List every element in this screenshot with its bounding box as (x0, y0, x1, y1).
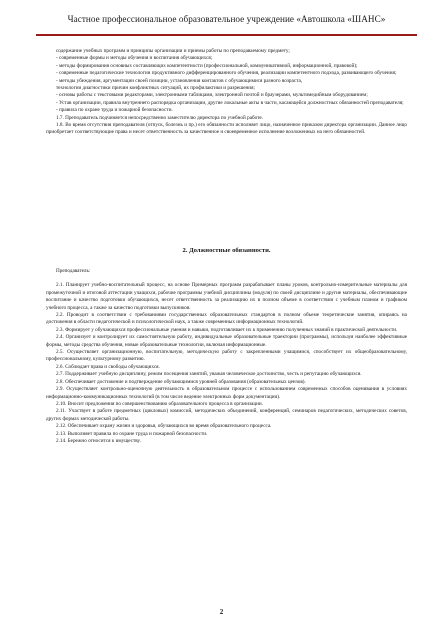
header-divider (36, 34, 417, 36)
paragraph: - правила по охране труда и пожарной безопасности. (56, 107, 173, 114)
paragraph: - методы формирования основных составляющих компетентности (профессиональной, коммуникативной, информационной, правовой); (56, 62, 358, 69)
paragraph: - современные педагогические технологии продуктивного дифференцированного обучения, реализации компетентного подхода, развивающего обучения; (56, 70, 397, 77)
duty-item: 2.12. Обеспечивает охрану жизни и здоровья, обучающихся во время образовательного процесса. (56, 423, 272, 430)
duty-item: 2.13. Выполняет правила по охране труда и пожарной безопасности. (56, 430, 208, 437)
paragraph: - современные формы и методы обучения и воспитания обучающихся; (56, 55, 213, 62)
page-header: Частное профессиональное образовательное учреждение «Автошкола «ШАНС» (67, 14, 386, 24)
section-2-lead: Преподаватель: (56, 268, 91, 274)
paragraph: технологии диагностики причин конфликтных ситуаций, их профилактики и разрешения; (56, 85, 255, 92)
duty-item: 2.1. Планирует учебно-воспитательный процесс, на основе Примерных программ разрабатывает планы уроков, контрольно-измерительные материалы для промежуточной и итоговой аттестации учащихся, рабочие программы учебной дисциплины (модуля) по своей дисциплине и другие материалы, обеспечивающие воспитание и качество подготовки обучающихся, несет ответственность за реализацию их в полном объеме в соответствии с учебным планом и графиком учебного процесса, а также за качество подготовки выпускников. (46, 282, 407, 311)
section-1-continuation (46, 48, 407, 137)
section-2-body (46, 268, 407, 445)
duty-item: 2.3. Формирует у обучающихся профессиональные умения и навыки, подготавливает их к применению полученных знаний в практической деятельности. (56, 326, 398, 333)
paragraph: - Устав организации, правила внутреннего распорядка организации, другие локальные акты в части, касающейся должностных обязанностей преподавателя; (56, 99, 404, 106)
paragraph: 1.7. Преподаватель подчиняется непосредственно заместителю директора по учебной работе. (56, 114, 264, 121)
duty-item: 2.10. Вносит предложения по совершенствованию образовательного процесса в организации. (56, 400, 263, 407)
section-heading: 2. Должностные обязанности. (182, 247, 271, 254)
page-number: 2 (219, 608, 224, 616)
duty-item: 2.7. Поддерживает учебную дисциплину, режим посещения занятий, уважая человеческое достоинство, честь и репутацию обучающихся. (56, 371, 362, 378)
paragraph: - основы работы с текстовыми редакторами, электронными таблицами, электронной почтой и браузерами, мультимедийным оборудованием; (56, 92, 368, 99)
paragraph: содержание учебных программ и принципы организации и приемы работы по преподаваемому предмету; (56, 48, 290, 54)
duty-item: 2.14. Бережно относится к имуществу. (56, 437, 141, 444)
duty-item: 2.8. Обеспечивает достижение и подтверждение обучающимися уровней образования (образовательных цензов). (56, 378, 306, 385)
duty-item: 2.9. Осуществляет контрольно-оценочную деятельность в образовательном процессе с использованием современных способов оценивания в условиях информационно-коммуникационных технологий (в том числе ведение электронных форм документации). (46, 386, 407, 400)
paragraph: - методы убеждения, аргументации своей позиции, установления контактов с обучающимися разного возраста, (56, 77, 303, 84)
duty-item: 2.11. Участвует в работе предметных (цикловых) комиссий, методических объединений, конференций, семинаров педагогических, методических советов, других формах методической работы. (46, 408, 407, 422)
duty-item: 2.6. Соблюдает права и свободы обучающихся. (56, 363, 160, 370)
duty-item: 2.4. Организует и контролирует их самостоятельную работу, индивидуальные образовательные траектории (программы), используя наиболее эффективные формы, методы средства обучения, новые образовательные технологии, включая информационные. (46, 334, 407, 348)
duty-item: 2.2. Проводит в соответствии с требованиями государственных образовательных стандартов в полном объеме теоретические занятия, опираясь на достижения в области педагогической и психологической наук, а также современных информационных технологий. (46, 312, 407, 326)
duty-item: 2.5. Осуществляет организационную, воспитательную, методическую работу с закрепленными учащимися, способствует их общеобразовательному, профессиональному, культурному развитию. (46, 349, 407, 363)
duties-list (46, 282, 407, 445)
paragraph: 1.8. Во время отсутствия преподавателя (отпуск, болезнь и пр.) его обязанности исполняет лицо, назначенное приказом директора организации. Данное лицо приобретает соответствующие права и несет ответственность за качественное и своевременное исполнение возложенных на него обязанностей. (46, 122, 407, 136)
